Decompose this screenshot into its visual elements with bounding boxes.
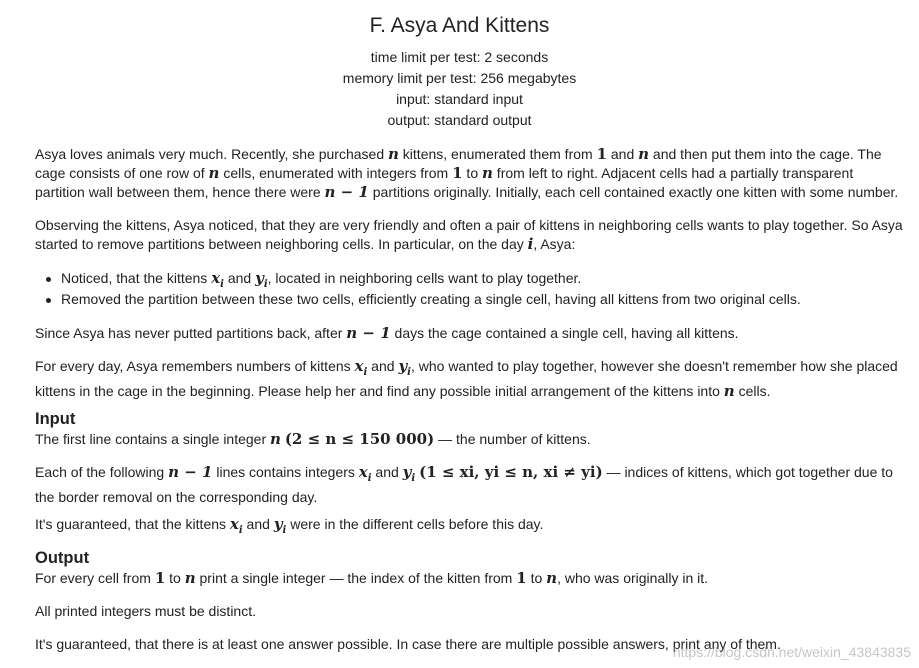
statement-paragraph-1: Asya loves animals very much. Recently, she purchased n kittens, enumerated them from 1 and n and then put them into the cage. The cage consists of one row of n cells, enumerated with integers from 1 to n from left to right. Adjacent cells had a partially transparent partition wall between them, hence there were n − 1 partitions originally. Initially, each cell contained exactly one kitten with some number.	[35, 145, 899, 201]
input-paragraph-2: Each of the following n − 1 lines contains integers $x_i$ and $y_i$ (1 ≤ xi, yi ≤ n, xi ≠ yi) — indices of kittens, which got together due to the border removal on the corresponding day.	[35, 463, 893, 505]
statement-paragraph-4: For every day, Asya remembers numbers of kittens $x_i$ and $y_i$, who wanted to play together, however she doesn't remember how she placed kittens in the cage in the beginning. Please help her and find any possible initial arrangement of the kittens into n cells.	[35, 357, 898, 400]
time-limit: time limit per test: 2 seconds	[370, 49, 549, 65]
output-heading: Output	[35, 549, 90, 567]
list-item: Removed the partition between these two cells, efficiently creating a single cell, having all kittens from two original cells.	[61, 291, 801, 307]
input-heading: Input	[35, 410, 76, 428]
output-paragraph-3: It's guaranteed, that there is at least one answer possible. In case there are multiple possible answers, print any of them.	[35, 636, 781, 652]
output-spec: output: standard output	[387, 112, 532, 128]
statement-paragraph-2: Observing the kittens, Asya noticed, that they are very friendly and often a pair of kittens in neighboring cells wants to play together. So Asya started to remove partitions between neighboring cells. In particular, on the day i, Asya:	[35, 217, 903, 253]
output-paragraph-2: All printed integers must be distinct.	[35, 603, 256, 619]
input-paragraph-3: It's guaranteed, that the kittens $x_i$ and $y_i$ were in the different cells before this day.	[35, 515, 544, 536]
memory-limit: memory limit per test: 256 megabytes	[342, 70, 577, 86]
output-paragraph-1: For every cell from 1 to n print a single integer — the index of the kitten from 1 to n, who was originally in it.	[35, 569, 709, 587]
watermark: https://blog.csdn.net/weixin_43843835	[672, 644, 911, 660]
problem-title: F. Asya And Kittens	[369, 14, 550, 37]
bullet-icon	[46, 298, 51, 303]
input-paragraph-1: The first line contains a single integer n (2 ≤ n ≤ 150 000) — the number of kittens.	[35, 430, 591, 448]
statement-paragraph-3: Since Asya has never putted partitions back, after n − 1 days the cage contained a single cell, having all kittens.	[35, 324, 739, 342]
bullet-icon	[46, 277, 51, 282]
input-spec: input: standard input	[396, 91, 523, 107]
list-item: Noticed, that the kittens $x_i$ and $y_i$, located in neighboring cells want to play together.	[61, 269, 582, 290]
